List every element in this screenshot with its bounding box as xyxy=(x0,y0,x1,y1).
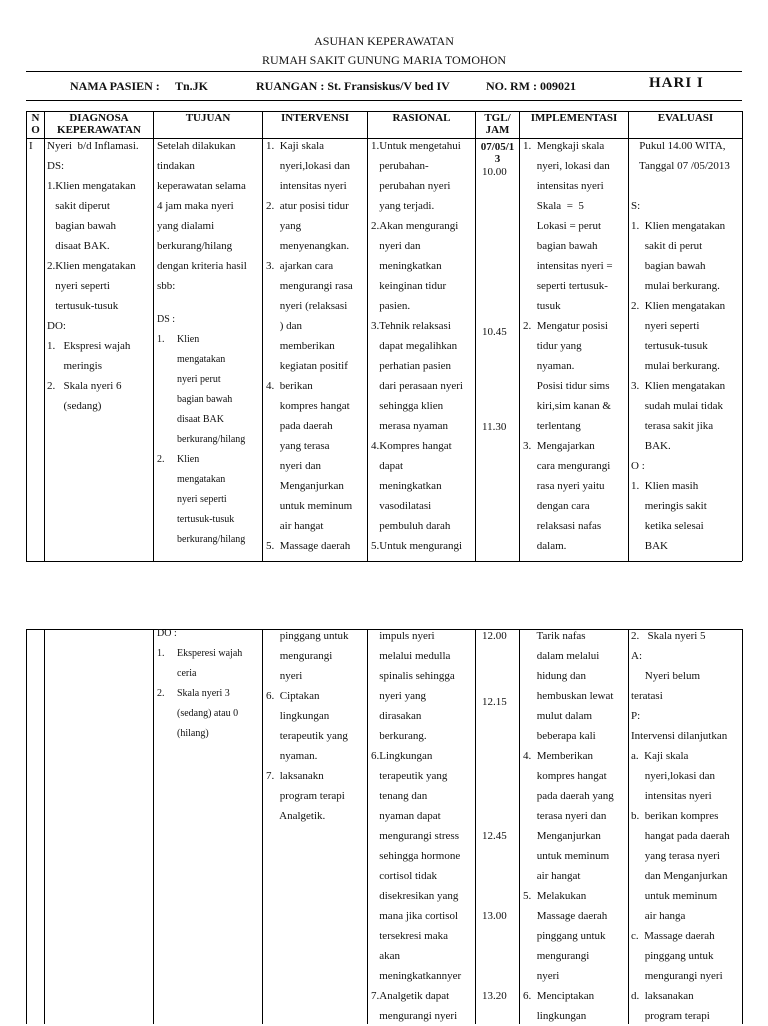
col-header-rasional: RASIONAL xyxy=(392,112,451,124)
intervensi-text-cont: pinggang untuk mengurangi nyeri 6. Ciptakan lingkungan terapeutik yang nyaman. 7. laksanakn program terapi Analgetik. xyxy=(266,630,349,822)
date-value: 07/05/1 3 xyxy=(480,141,515,165)
patient-name-value: Tn.JK xyxy=(175,79,209,93)
col-header-implementasi: IMPLEMENTASI xyxy=(530,112,618,124)
time-value: 10.00 xyxy=(482,166,507,178)
time-value: 12.45 xyxy=(482,830,507,842)
tujuan-ds-criteria: DS : 1. Klien mengatakan nyeri perut bagian bawah disaat BAK berkurang/hilang 2. Klien mengatakan nyeri seperti tertusuk-tusuk berkurang/hilang xyxy=(157,314,246,545)
time-value: 10.45 xyxy=(482,326,507,338)
col-header-intervensi: INTERVENSI xyxy=(280,112,350,124)
col-header-no: N O xyxy=(31,112,40,136)
time-value: 12.00 xyxy=(482,630,507,642)
col-header-diagnosa: DIAGNOSA KEPERAWATAN xyxy=(57,112,141,136)
patient-name-label: NAMA PASIEN : xyxy=(70,79,160,93)
time-value: 13.00 xyxy=(482,910,507,922)
header-rule-top xyxy=(26,71,742,72)
time-value: 12.15 xyxy=(482,696,507,708)
col-header-tgl-jam: TGL/ JAM xyxy=(484,112,511,136)
evaluasi-text: Pukul 14.00 WITA, Tanggal 07 /05/2013 S: 1. Klien mengatakan sakit di perut bagian bawah mulai berkurang. 2. Klien mengatakan nyeri seperti tertusuk-tusuk mulai berkurang. 3. Klien mengatakan sudah mulai tidak terasa sakit jika BAK. O : 1. Klien masih meringis sakit ketika selesai BAK xyxy=(631,140,730,552)
medical-record-number: NO. RM : 009021 xyxy=(486,79,576,93)
row-number: I xyxy=(29,140,33,152)
tujuan-text: Setelah dilakukan tindakan keperawatan selama 4 jam maka nyeri yang dialami berkurang/hilang dengan kriteria hasil sbb: xyxy=(157,140,247,292)
evaluasi-text-cont: 2. Skala nyeri 5 A: Nyeri belum teratasi P: Intervensi dilanjutkan a. Kaji skala nyeri,lokasi dan intensitas nyeri b. berikan kompres hangat pada daerah yang terasa nyeri dan Menganjurkan untuk meminum air hanga c. Massage daerah pinggang untuk mengurangi nyeri d. laksanakan program terapi xyxy=(631,630,730,1022)
rasional-text: 1.Untuk mengetahui perubahan- perubahan nyeri yang terjadi. 2.Akan mengurangi nyeri dan meningkatkan keinginan tidur pasien. 3.Tehnik relaksasi dapat megalihkan perhatian pasien dari perasaan nyeri sehingga klien merasa nyaman 4.Kompres hangat dapat meningkatkan vasodilatasi pembuluh darah 5.Untuk mengurangi xyxy=(371,140,463,552)
col-header-tujuan: TUJUAN xyxy=(185,112,231,124)
col-header-evaluasi: EVALUASI xyxy=(657,112,714,124)
rasional-text-cont: impuls nyeri melalui medulla spinalis sehingga nyeri yang dirasakan berkurang. 6.Lingkungan terapeutik yang tenang dan nyaman dapat mengurangi stress sehingga hormone cortisol tidak disekresikan yang mana jika cortisol tersekresi maka akan meningkatkannyer 7.Analgetik dapat mengurangi nyeri xyxy=(371,630,462,1022)
intervensi-text: 1. Kaji skala nyeri,lokasi dan intensitas nyeri 2. atur posisi tidur yang menyenangkan. 3. ajarkan cara mengurangi rasa nyeri (relaksasi ) dan memberikan kegiatan positif 4. berikan kompres hangat pada daerah yang terasa nyeri dan Menganjurkan untuk meminum air hangat 5. Massage daerah xyxy=(266,140,353,552)
room-label: RUANGAN : St. Fransiskus/V bed IV xyxy=(256,79,450,93)
tujuan-do-criteria: DO : 1. Eksperesi wajah ceria 2. Skala nyeri 3 (sedang) atau 0 (hilang) xyxy=(157,628,243,739)
document-title: ASUHAN KEPERAWATAN xyxy=(314,34,454,48)
header-rule-bottom xyxy=(26,100,742,101)
diagnosa-text: Nyeri b/d Inflamasi. DS: 1.Klien mengatakan sakit diperut bagian bawah disaat BAK. 2.Klien mengatakan nyeri seperti tertusuk-tusuk DO: 1. Ekspresi wajah meringis 2. Skala nyeri 6 (sedang) xyxy=(47,140,139,412)
day-label: HARI I xyxy=(649,75,704,91)
hospital-name: RUMAH SAKIT GUNUNG MARIA TOMOHON xyxy=(261,53,507,67)
implementasi-text-cont: Tarik nafas dalam melalui hidung dan hembuskan lewat mulut dalam beberapa kali 4. Memberikan kompres hangat pada daerah yang terasa nyeri dan Menganjurkan untuk meminum air hangat 5. Melakukan Massage daerah pinggang untuk mengurangi nyeri 6. Menciptakan lingkungan xyxy=(523,630,614,1022)
time-value: 11.30 xyxy=(482,421,507,433)
time-value: 13.20 xyxy=(482,990,507,1002)
implementasi-text: 1. Mengkaji skala nyeri, lokasi dan intensitas nyeri Skala = 5 Lokasi = perut bagian bawah intensitas nyeri = seperti tertusuk- tusuk 2. Mengatur posisi tidur yang nyaman. Posisi tidur sims kiri,sim kanan & terlentang 3. Mengajarkan cara mengurangi rasa nyeri yaitu dengan cara relaksasi nafas dalam. xyxy=(523,140,613,552)
